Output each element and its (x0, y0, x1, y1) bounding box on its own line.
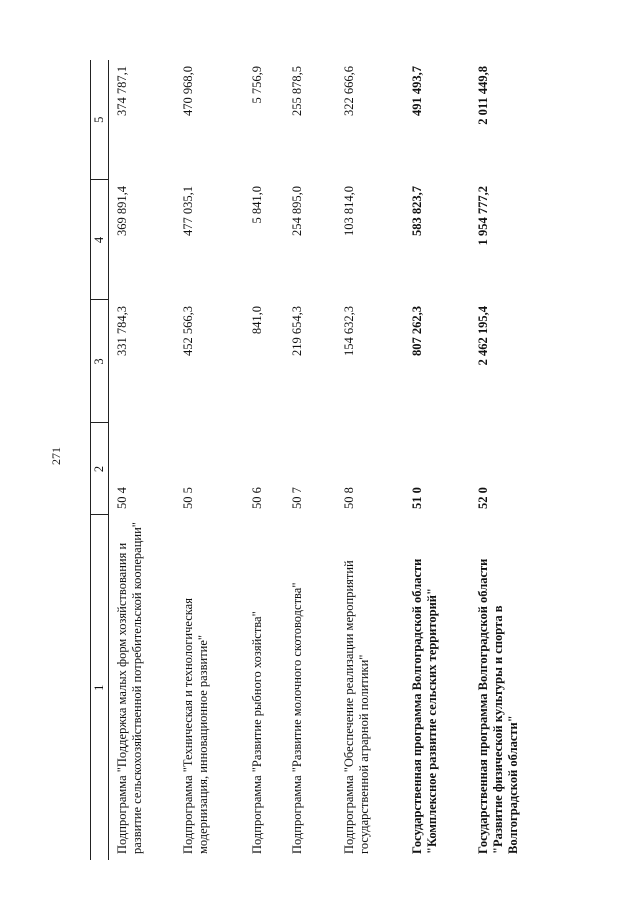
row-value-4: 5 841,0 (249, 186, 264, 224)
table-row (284, 60, 336, 860)
row-value-4: 103 814,0 (341, 186, 356, 236)
row-value-5: 5 756,9 (249, 66, 264, 104)
row-value-4: 477 035,1 (180, 186, 195, 236)
row-name: Государственная программа Волгоградской области "Комплексное развитие сельских территорий" (409, 558, 439, 854)
row-value-3: 841,0 (249, 306, 264, 335)
table-row (109, 60, 175, 860)
row-code: 50 6 (249, 487, 264, 509)
rotated-table-frame (90, 60, 562, 860)
row-code: 50 7 (289, 487, 304, 509)
table-row (175, 60, 244, 860)
row-code: 52 0 (475, 487, 490, 509)
row-value-5: 2 011 449,8 (475, 66, 490, 125)
row-value-5: 322 666,6 (341, 66, 356, 116)
table-row (404, 60, 470, 860)
row-name: Государственная программа Волгоградской области "Развитие физической культуры и спорта в Волгоградской области" (475, 558, 520, 854)
table-row (244, 60, 284, 860)
row-value-3: 2 462 195,4 (475, 306, 490, 366)
row-value-5: 470 968,0 (180, 66, 195, 116)
row-name: Подпрограмма "Обеспечение реализации мероприятий государственной аграрной политики" (341, 560, 371, 854)
table-header (91, 60, 109, 860)
row-code: 51 0 (409, 487, 424, 509)
table-body (109, 60, 536, 860)
row-value-3: 219 654,3 (289, 306, 304, 356)
row-value-4: 254 895,0 (289, 186, 304, 236)
column-header-3: 3 (91, 300, 109, 423)
table-row (336, 60, 404, 860)
row-value-4: 583 823,7 (409, 186, 424, 236)
row-name: Подпрограмма "Развитие молочного скотоводства" (289, 582, 304, 854)
row-value-4: 1 954 777,2 (475, 186, 490, 246)
row-value-5: 491 493,7 (409, 66, 424, 116)
column-header-2: 2 (91, 423, 109, 515)
row-code: 50 8 (341, 487, 356, 509)
row-value-4: 369 891,4 (115, 186, 129, 236)
row-value-3: 154 632,3 (341, 306, 356, 356)
header-row (91, 60, 109, 860)
row-value-3: 807 262,3 (409, 306, 424, 356)
row-code: 50 4 (115, 487, 129, 509)
row-name: Подпрограмма "Поддержка малых форм хозяйствования и развитие сельскохозяйственной потребительской кооперации" (115, 522, 144, 854)
table-row (470, 60, 536, 860)
row-value-3: 331 784,3 (115, 306, 129, 356)
row-value-5: 374 787,1 (115, 66, 129, 116)
column-header-4: 4 (91, 180, 109, 300)
column-header-1: 1 (91, 515, 109, 860)
row-code: 50 5 (180, 487, 195, 509)
page-number: 271 (49, 447, 63, 465)
row-name: Подпрограмма "Развитие рыбного хозяйства" (249, 611, 264, 854)
budget-table (90, 60, 536, 860)
column-header-5: 5 (91, 60, 109, 180)
row-value-3: 452 566,3 (180, 306, 195, 356)
row-value-5: 255 878,5 (289, 66, 304, 116)
row-name: Подпрограмма "Техническая и технологическая модернизация, инновационное развитие" (180, 598, 210, 854)
